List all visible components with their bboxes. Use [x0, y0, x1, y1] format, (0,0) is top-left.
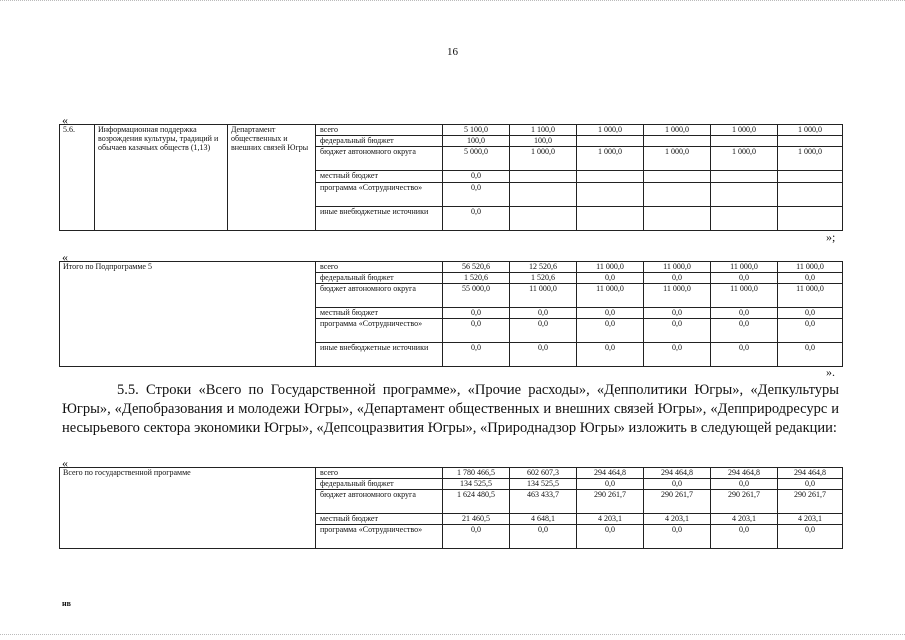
value-cell: 0,0	[577, 308, 644, 319]
row-label: бюджет автономного округа	[316, 490, 443, 514]
row-label: всего	[316, 262, 443, 273]
row-label: местный бюджет	[316, 308, 443, 319]
value-cell	[644, 136, 711, 147]
value-cell: 0,0	[778, 273, 843, 284]
value-cell: 1 000,0	[778, 147, 843, 171]
value-cell: 1 780 466,5	[443, 468, 510, 479]
value-cell: 0,0	[644, 479, 711, 490]
item-executor: Департамент общественных и внешних связей Югры	[228, 125, 316, 231]
program-total-title: Всего по государственной программе	[60, 468, 316, 549]
value-cell	[510, 206, 577, 230]
value-cell: 0,0	[443, 343, 510, 367]
value-cell: 294 464,8	[644, 468, 711, 479]
value-cell: 602 607,3	[510, 468, 577, 479]
value-cell: 0,0	[644, 319, 711, 343]
row-label: программа «Сотрудничество»	[316, 319, 443, 343]
value-cell: 0,0	[443, 525, 510, 549]
value-cell: 11 000,0	[778, 284, 843, 308]
value-cell: 0,0	[510, 308, 577, 319]
value-cell: 0,0	[443, 319, 510, 343]
value-cell	[577, 206, 644, 230]
value-cell	[644, 206, 711, 230]
table-item-5-6	[59, 124, 843, 231]
value-cell	[644, 171, 711, 182]
table-subprogram-5-total	[59, 261, 843, 367]
value-cell: 1 000,0	[644, 147, 711, 171]
value-cell: 294 464,8	[711, 468, 778, 479]
value-cell: 0,0	[711, 319, 778, 343]
scan-bottom-edge	[0, 634, 905, 637]
scan-top-edge	[0, 0, 905, 4]
value-cell: 1 000,0	[778, 125, 843, 136]
value-cell	[778, 171, 843, 182]
value-cell: 0,0	[778, 525, 843, 549]
value-cell: 5 000,0	[443, 147, 510, 171]
value-cell: 12 520,6	[510, 262, 577, 273]
value-cell: 0,0	[644, 273, 711, 284]
row-label: программа «Сотрудничество»	[316, 525, 443, 549]
value-cell: 21 460,5	[443, 514, 510, 525]
row-label: бюджет автономного округа	[316, 284, 443, 308]
row-label: федеральный бюджет	[316, 273, 443, 284]
row-label: бюджет автономного округа	[316, 147, 443, 171]
value-cell	[644, 182, 711, 206]
value-cell: 0,0	[510, 525, 577, 549]
value-cell: 11 000,0	[644, 284, 711, 308]
value-cell: 1 000,0	[644, 125, 711, 136]
value-cell: 1 520,6	[510, 273, 577, 284]
row-label: всего	[316, 125, 443, 136]
value-cell: 290 261,7	[778, 490, 843, 514]
value-cell: 1 100,0	[510, 125, 577, 136]
value-cell: 0,0	[711, 525, 778, 549]
value-cell: 0,0	[644, 308, 711, 319]
value-cell	[711, 171, 778, 182]
value-cell: 100,0	[510, 136, 577, 147]
item-number: 5.6.	[60, 125, 95, 231]
close-quote-1: »;	[826, 230, 836, 244]
value-cell	[778, 206, 843, 230]
open-quote-1: «	[62, 113, 68, 127]
value-cell: 11 000,0	[577, 262, 644, 273]
open-quote-2: «	[62, 250, 68, 264]
value-cell	[510, 171, 577, 182]
row-label: местный бюджет	[316, 171, 443, 182]
value-cell: 0,0	[443, 171, 510, 182]
value-cell: 290 261,7	[577, 490, 644, 514]
value-cell: 11 000,0	[711, 284, 778, 308]
value-cell: 0,0	[577, 479, 644, 490]
value-cell: 0,0	[443, 182, 510, 206]
value-cell: 134 525,5	[510, 479, 577, 490]
value-cell: 1 520,6	[443, 273, 510, 284]
value-cell: 134 525,5	[443, 479, 510, 490]
value-cell: 56 520,6	[443, 262, 510, 273]
value-cell	[711, 206, 778, 230]
value-cell: 0,0	[711, 273, 778, 284]
table-row	[60, 468, 843, 479]
section-paragraph: 5.5. Строки «Всего по Государственной программе», «Прочие расходы», «Депполитики Югры», «Депкультуры Югры», «Депобразования и молодежи Югры», «Департамент общественных и внешних связей Югры», «Депприродресурс и несырьевого сектора экономики Югры», «Депсоцразвития Югры», «Природнадзор Югры» изложить в следующей редакции:	[62, 382, 839, 436]
value-cell	[711, 136, 778, 147]
value-cell: 0,0	[778, 308, 843, 319]
row-label: иные внебюджетные источники	[316, 343, 443, 367]
value-cell: 1 000,0	[510, 147, 577, 171]
value-cell: 0,0	[778, 479, 843, 490]
value-cell: 0,0	[577, 525, 644, 549]
footer-mark: нв	[62, 599, 71, 608]
value-cell	[778, 136, 843, 147]
value-cell: 0,0	[577, 273, 644, 284]
open-quote-3: «	[62, 456, 68, 470]
value-cell	[577, 171, 644, 182]
value-cell: 1 000,0	[711, 125, 778, 136]
subprogram-total-title: Итого по Подпрограмме 5	[60, 262, 316, 367]
row-label: федеральный бюджет	[316, 136, 443, 147]
value-cell: 0,0	[577, 343, 644, 367]
value-cell: 1 000,0	[577, 125, 644, 136]
value-cell: 1 000,0	[711, 147, 778, 171]
value-cell: 11 000,0	[778, 262, 843, 273]
value-cell: 0,0	[510, 343, 577, 367]
value-cell: 11 000,0	[510, 284, 577, 308]
table-row	[60, 125, 843, 136]
value-cell: 0,0	[644, 343, 711, 367]
table-row	[60, 262, 843, 273]
value-cell: 0,0	[711, 343, 778, 367]
value-cell: 463 433,7	[510, 490, 577, 514]
value-cell	[711, 182, 778, 206]
value-cell: 11 000,0	[577, 284, 644, 308]
value-cell: 1 624 480,5	[443, 490, 510, 514]
row-label: программа «Сотрудничество»	[316, 182, 443, 206]
close-quote-2: ».	[826, 365, 835, 379]
value-cell: 290 261,7	[711, 490, 778, 514]
value-cell: 4 203,1	[778, 514, 843, 525]
value-cell: 4 203,1	[644, 514, 711, 525]
item-title: Информационная поддержка возрождения культуры, традиций и обычаев казачьих обществ (1,13)	[95, 125, 228, 231]
value-cell: 0,0	[443, 308, 510, 319]
value-cell: 0,0	[443, 206, 510, 230]
value-cell: 294 464,8	[577, 468, 644, 479]
value-cell: 294 464,8	[778, 468, 843, 479]
value-cell: 4 648,1	[510, 514, 577, 525]
value-cell: 55 000,0	[443, 284, 510, 308]
value-cell	[510, 182, 577, 206]
value-cell: 0,0	[711, 479, 778, 490]
value-cell: 100,0	[443, 136, 510, 147]
value-cell: 11 000,0	[711, 262, 778, 273]
value-cell: 0,0	[577, 319, 644, 343]
row-label: местный бюджет	[316, 514, 443, 525]
row-label: иные внебюджетные источники	[316, 206, 443, 230]
page-number: 16	[447, 46, 458, 58]
row-label: всего	[316, 468, 443, 479]
value-cell: 0,0	[510, 319, 577, 343]
value-cell	[577, 136, 644, 147]
value-cell: 0,0	[711, 308, 778, 319]
value-cell: 0,0	[778, 343, 843, 367]
value-cell: 1 000,0	[577, 147, 644, 171]
table-state-program-total	[59, 467, 843, 549]
value-cell: 0,0	[644, 525, 711, 549]
row-label: федеральный бюджет	[316, 479, 443, 490]
value-cell: 4 203,1	[711, 514, 778, 525]
value-cell: 290 261,7	[644, 490, 711, 514]
value-cell: 11 000,0	[644, 262, 711, 273]
value-cell: 5 100,0	[443, 125, 510, 136]
value-cell	[577, 182, 644, 206]
value-cell: 0,0	[778, 319, 843, 343]
value-cell: 4 203,1	[577, 514, 644, 525]
value-cell	[778, 182, 843, 206]
